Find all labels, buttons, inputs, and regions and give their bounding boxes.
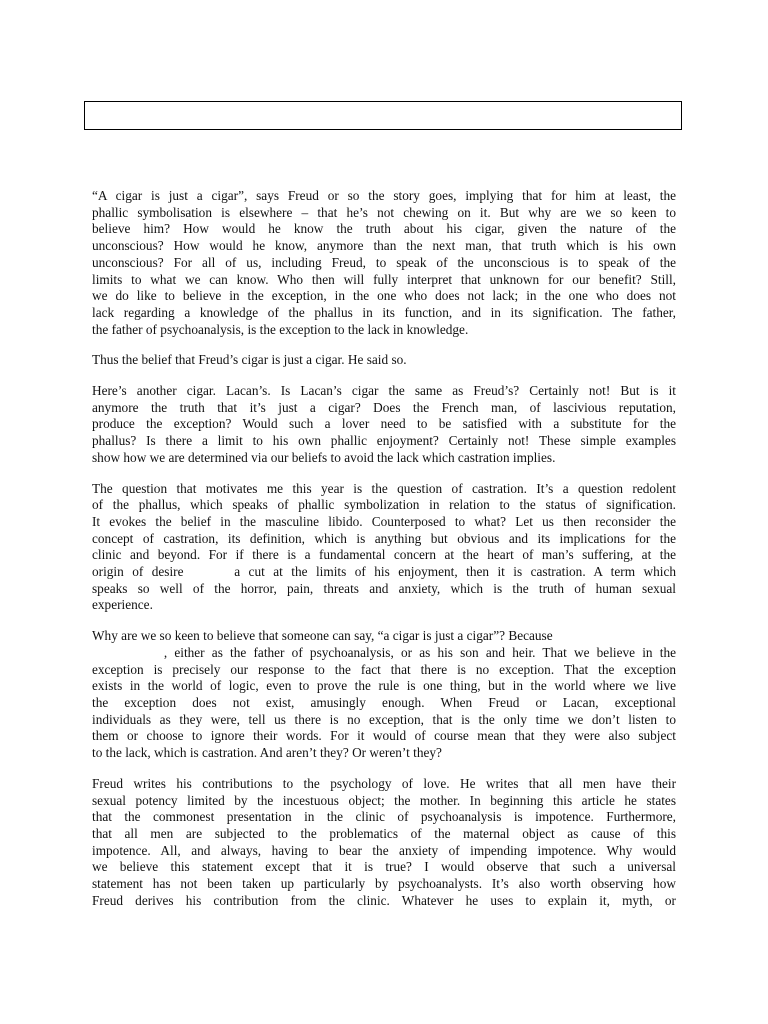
text-line: unconscious? How would he know, anymore than the next man, that truth which is his own xyxy=(92,238,676,254)
text-line: that all men are subjected to the problematics of the maternal object as cause of this xyxy=(92,825,676,841)
text-line: lack regarding a knowledge of the phallus in its function, and in its signification. The father, xyxy=(92,304,676,320)
text-line: of the phallus, which speaks of phallic symbolization in relation to the status of signification. xyxy=(92,497,676,513)
text-line: Why are we so keen to believe that someone can say, “a cigar is just a cigar”? Because xyxy=(92,628,553,644)
document-body xyxy=(92,188,676,909)
text-line: origin of desire a cut at the limits of his enjoyment, then it is castration. A term which xyxy=(92,564,676,580)
text-line: phallic symbolisation is elsewhere – that he’s not chewing on it. But why are we so keen to xyxy=(92,204,676,220)
text-line: clinic and beyond. For if there is a fundamental concern at the heart of man’s suffering, at the xyxy=(92,547,676,563)
text-line: Here’s another cigar. Lacan’s. Is Lacan’s cigar the same as Freud’s? Certainly not! But is it xyxy=(92,383,676,399)
text-line: statement has not been taken up particularly by psychoanalysts. It’s also worth observing how xyxy=(92,876,676,892)
text-line: the father of psychoanalysis, is the exception to the lack in knowledge. xyxy=(92,321,469,337)
text-line: produce the exception? Would such a lover need to be satisfied with a substitute for the xyxy=(92,416,676,432)
paragraph-1 xyxy=(92,188,676,338)
text-line: The question that motivates me this year is the question of castration. It’s a question redolent xyxy=(92,480,676,496)
text-line: phallus? Is there a limit to his own phallic enjoyment? Certainly not! These simple examples xyxy=(92,433,676,449)
paragraph-5 xyxy=(92,628,676,762)
text-line: It evokes the belief in the masculine libido. Counterposed to what? Let us then reconsider the xyxy=(92,513,676,529)
text-line: anymore the truth that it’s just a cigar? Does the French man, of lascivious reputation, xyxy=(92,399,676,415)
text-line: , either as the father of psychoanalysis, or as his son and heir. That we believe in the xyxy=(92,644,676,660)
paragraph-6 xyxy=(92,776,676,910)
text-line: speaks so well of the horror, pain, threats and anxiety, which is the truth of human sexual xyxy=(92,580,676,596)
text-line: exists in the world of logic, even to prove the rule is one thing, but in the world where we live xyxy=(92,678,676,694)
text-line: Freud derives his contribution from the clinic. Whatever he uses to explain it, myth, or xyxy=(92,892,676,908)
text-line: we believe this statement except that it is true? I would observe that such a universal xyxy=(92,859,676,875)
text-line: impotence. All, and always, having to bear the anxiety of impending impotence. Why would xyxy=(92,842,676,858)
header-box xyxy=(84,101,682,130)
paragraph-4 xyxy=(92,481,676,615)
text-line: that the commonest presentation in the clinic of psychoanalysis is impotence. Furthermore, xyxy=(92,809,676,825)
text-line: individuals as they were, tell us there is no exception, that is the only time we don’t listen to xyxy=(92,711,676,727)
paragraph-2 xyxy=(92,352,676,369)
text-line: them or choose to ignore their words. For it would of course mean that they were also subject xyxy=(92,728,676,744)
text-line: we do like to believe in the exception, in the one who does not lack; in the one who does not xyxy=(92,288,676,304)
paragraph-3 xyxy=(92,383,676,467)
text-line: exception is precisely our response to the fact that there is no exception. That the exception xyxy=(92,661,676,677)
text-line: believe him? How would he know the truth about his cigar, given the nature of the xyxy=(92,221,676,237)
text-line: Thus the belief that Freud’s cigar is just a cigar. He said so. xyxy=(92,352,407,368)
text-line: sexual potency limited by the incestuous object; the mother. In beginning this article he states xyxy=(92,792,676,808)
text-line: show how we are determined via our beliefs to avoid the lack which castration implies. xyxy=(92,449,556,465)
text-line: limits to what we can know. Who then will fully interpret that unknown for our benefit? Still, xyxy=(92,271,676,287)
text-line: unconscious? For all of us, including Freud, to speak of the unconscious is to speak of the xyxy=(92,254,676,270)
text-line: concept of castration, its definition, which is anything but obvious and its implications for the xyxy=(92,530,676,546)
text-line: to the lack, which is castration. And aren’t they? Or weren’t they? xyxy=(92,745,442,761)
text-line: Freud writes his contributions to the psychology of love. He writes that all men have their xyxy=(92,775,676,791)
text-line: the exception does not exist, amusingly enough. When Freud or Lacan, exceptional xyxy=(92,694,676,710)
text-line: “A cigar is just a cigar”, says Freud or so the story goes, implying that for him at least, the xyxy=(92,188,676,203)
text-line: experience. xyxy=(92,597,153,613)
